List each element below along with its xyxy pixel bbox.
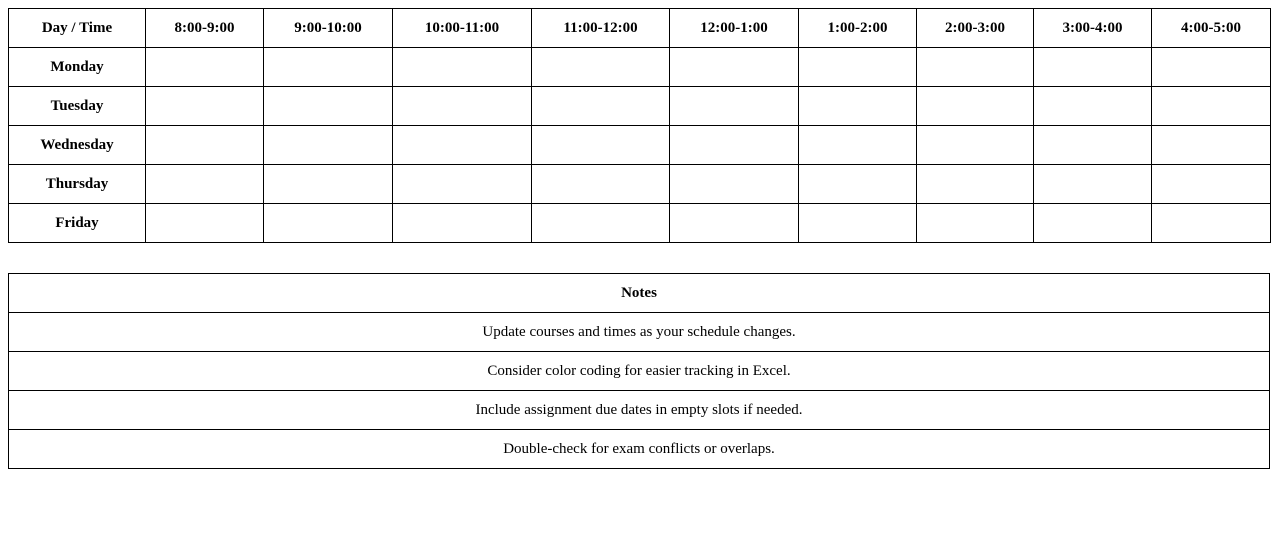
schedule-slot-cell[interactable] <box>532 48 670 87</box>
note-item: Include assignment due dates in empty slots if needed. <box>9 391 1270 430</box>
time-slot-header: 1:00-2:00 <box>799 9 917 48</box>
schedule-slot-cell[interactable] <box>393 204 532 243</box>
schedule-slot-cell[interactable] <box>532 87 670 126</box>
table-row <box>9 165 1271 204</box>
schedule-slot-cell[interactable] <box>146 204 264 243</box>
schedule-slot-cell[interactable] <box>670 48 799 87</box>
schedule-slot-cell[interactable] <box>146 48 264 87</box>
schedule-slot-cell[interactable] <box>393 87 532 126</box>
table-row <box>9 48 1271 87</box>
schedule-slot-cell[interactable] <box>146 165 264 204</box>
table-row <box>9 352 1270 391</box>
schedule-slot-cell[interactable] <box>1034 204 1152 243</box>
schedule-slot-cell[interactable] <box>1034 87 1152 126</box>
schedule-table <box>8 8 1271 243</box>
schedule-slot-cell[interactable] <box>393 165 532 204</box>
time-slot-header: 3:00-4:00 <box>1034 9 1152 48</box>
schedule-slot-cell[interactable] <box>393 126 532 165</box>
schedule-slot-cell[interactable] <box>1152 48 1271 87</box>
schedule-slot-cell[interactable] <box>1152 87 1271 126</box>
schedule-slot-cell[interactable] <box>264 126 393 165</box>
schedule-slot-cell[interactable] <box>146 126 264 165</box>
schedule-slot-cell[interactable] <box>146 87 264 126</box>
schedule-slot-cell[interactable] <box>799 48 917 87</box>
table-row <box>9 87 1271 126</box>
day-label: Friday <box>9 204 146 243</box>
schedule-slot-cell[interactable] <box>1152 204 1271 243</box>
schedule-slot-cell[interactable] <box>670 165 799 204</box>
schedule-slot-cell[interactable] <box>264 87 393 126</box>
table-row <box>9 313 1270 352</box>
notes-table <box>8 273 1270 469</box>
notes-header-row <box>9 274 1270 313</box>
schedule-slot-cell[interactable] <box>393 48 532 87</box>
time-slot-header: 8:00-9:00 <box>146 9 264 48</box>
time-slot-header: 4:00-5:00 <box>1152 9 1271 48</box>
schedule-slot-cell[interactable] <box>1152 165 1271 204</box>
schedule-slot-cell[interactable] <box>799 165 917 204</box>
schedule-slot-cell[interactable] <box>532 204 670 243</box>
schedule-slot-cell[interactable] <box>532 126 670 165</box>
schedule-slot-cell[interactable] <box>917 48 1034 87</box>
notes-header: Notes <box>9 274 1270 313</box>
schedule-slot-cell[interactable] <box>1152 126 1271 165</box>
schedule-slot-cell[interactable] <box>1034 48 1152 87</box>
schedule-slot-cell[interactable] <box>1034 165 1152 204</box>
schedule-slot-cell[interactable] <box>799 87 917 126</box>
note-item: Consider color coding for easier tracking in Excel. <box>9 352 1270 391</box>
schedule-slot-cell[interactable] <box>917 165 1034 204</box>
schedule-slot-cell[interactable] <box>1034 126 1152 165</box>
schedule-slot-cell[interactable] <box>799 204 917 243</box>
schedule-header-row <box>9 9 1271 48</box>
table-row <box>9 126 1271 165</box>
table-row <box>9 430 1270 469</box>
schedule-slot-cell[interactable] <box>917 204 1034 243</box>
time-slot-header: 10:00-11:00 <box>393 9 532 48</box>
corner-header: Day / Time <box>9 9 146 48</box>
table-row <box>9 391 1270 430</box>
schedule-slot-cell[interactable] <box>917 126 1034 165</box>
time-slot-header: 11:00-12:00 <box>532 9 670 48</box>
schedule-slot-cell[interactable] <box>264 165 393 204</box>
time-slot-header: 12:00-1:00 <box>670 9 799 48</box>
schedule-slot-cell[interactable] <box>799 126 917 165</box>
day-label: Thursday <box>9 165 146 204</box>
schedule-slot-cell[interactable] <box>670 126 799 165</box>
time-slot-header: 2:00-3:00 <box>917 9 1034 48</box>
schedule-slot-cell[interactable] <box>670 204 799 243</box>
time-slot-header: 9:00-10:00 <box>264 9 393 48</box>
schedule-slot-cell[interactable] <box>917 87 1034 126</box>
schedule-slot-cell[interactable] <box>264 204 393 243</box>
schedule-slot-cell[interactable] <box>532 165 670 204</box>
schedule-slot-cell[interactable] <box>264 48 393 87</box>
day-label: Wednesday <box>9 126 146 165</box>
day-label: Monday <box>9 48 146 87</box>
note-item: Update courses and times as your schedule changes. <box>9 313 1270 352</box>
table-row <box>9 204 1271 243</box>
schedule-slot-cell[interactable] <box>670 87 799 126</box>
day-label: Tuesday <box>9 87 146 126</box>
note-item: Double-check for exam conflicts or overlaps. <box>9 430 1270 469</box>
